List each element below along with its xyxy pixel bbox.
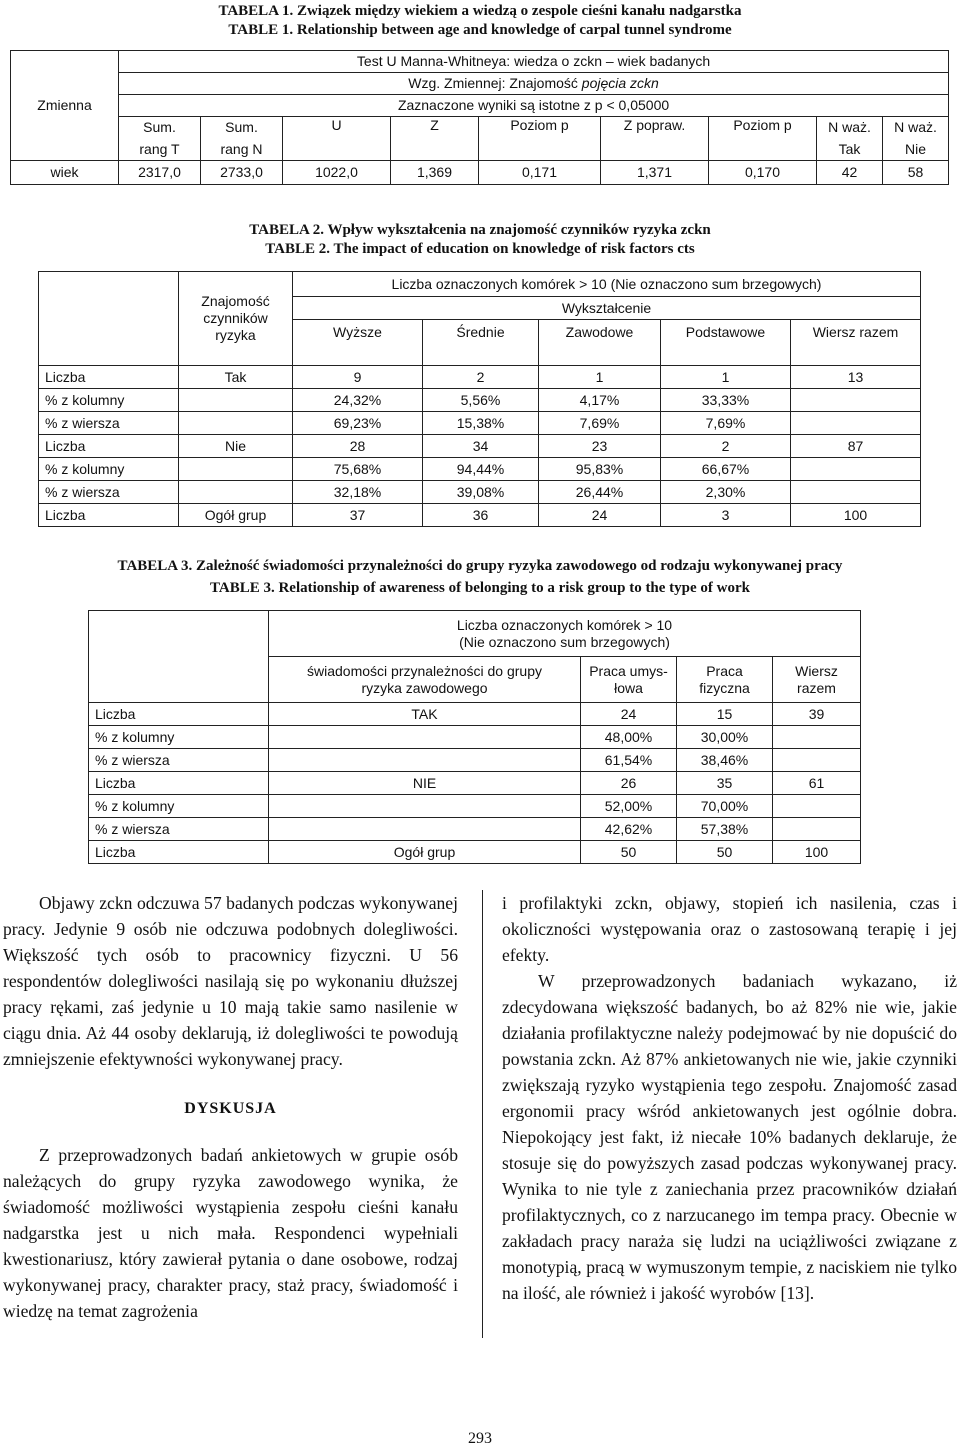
table2-cell: [179, 458, 293, 481]
table2-cell: [791, 412, 921, 435]
table2-cell: [179, 389, 293, 412]
table2-col-row-total: Wiersz razem: [791, 320, 921, 366]
table3-cell: 35: [677, 772, 773, 795]
table2-cell: 94,44%: [423, 458, 539, 481]
table2-cell: % z wiersza: [39, 412, 179, 435]
table2-cell: 24,32%: [293, 389, 423, 412]
table2-cell: 5,56%: [423, 389, 539, 412]
column-divider: [482, 890, 483, 1338]
table3-col-row-total: Wiersz razem: [773, 657, 861, 703]
table2-cell: 24: [539, 504, 661, 527]
table1-caption-pl: TABELA 1. Związek między wiekiem a wiedzą o zespole cieśni kanału nadgarstka: [218, 3, 742, 19]
table3-cell: NIE: [269, 772, 581, 795]
table3-blank-corner: [89, 611, 269, 703]
table1-header-variable: Wzg. Zmiennej: Znajomość pojęcia zckn: [119, 73, 949, 95]
table2-cell: Liczba: [39, 504, 179, 527]
table1-col-9-bottom: Nie: [883, 139, 949, 161]
table2-caption-en: TABLE 2. The impact of education on knowledge of risk factors cts: [265, 241, 695, 257]
table2-cell: 2: [423, 366, 539, 389]
table3-cell: 52,00%: [581, 795, 677, 818]
table2-col-vocational: Zawodowe: [539, 320, 661, 366]
table1-cell: 58: [883, 161, 949, 185]
table2-cell: 2: [661, 435, 791, 458]
table3-caption-pl: TABELA 3. Zależność świadomości przynależności do grupy ryzyka zawodowego od rodzaju wykonywanej pracy: [117, 558, 843, 574]
table3-cell: % z kolumny: [89, 726, 269, 749]
table1-caption-en: TABLE 1. Relationship between age and knowledge of carpal tunnel syndrome: [228, 22, 732, 38]
table2-cell: 69,23%: [293, 412, 423, 435]
paragraph-discussion-2: W przeprowadzonych badaniach wykazano, iż zdecydowana większość badanych, bo aż 82% nie wie, jakie działania profilaktyczne należy podejmować by nie dopuścić do powstania zckn. Aż 87% ankietowanych nie wie, jakie czynniki zwiększają ryzyko wystąpienia tego zespołu. Znajomość zasad ergonomii pracy wśród ankietowanych jest ogólnie dobra. Niepokojący jest fakt, iż niecałe 10% badanych deklaruje, że stosuje się do powyższych zasad podczas wykonywanej pracy. Wynika to nie tyle z zaniechania przez pracowników działań profilaktycznych, co z narzucanego im tempa pracy. Obecnie w zakładach pracy naraża się ludzi na uciążliwości związane z monotypią, pracą w wymuszonym tempie, z naciskiem nie tylko na ilość, ale również i jakość wyrobów [13].: [502, 971, 957, 1303]
table2-cell: [791, 389, 921, 412]
table1-col-6: Z popraw.: [601, 117, 709, 161]
table2-cell: Liczba: [39, 435, 179, 458]
table3-header-count: Liczba oznaczonych komórek > 10 (Nie oznaczono sum brzegowych): [269, 611, 861, 657]
table-row: [89, 749, 861, 772]
section-heading-discussion: DYSKUSJA: [184, 1100, 277, 1117]
table1-col-2-bottom: rang N: [201, 139, 283, 161]
table1-col-1-top: Sum.: [119, 117, 201, 139]
table3-cell: [773, 749, 861, 772]
table3-cell: % z wiersza: [89, 818, 269, 841]
table3-cell: [773, 795, 861, 818]
table1-header-zmienna: Zmienna: [11, 51, 119, 161]
table3: [88, 610, 861, 864]
table2-cell: 75,68%: [293, 458, 423, 481]
paragraph-discussion-1: Z przeprowadzonych badań ankietowych w grupie osób należących do grupy ryzyka zawodowego wynika, że świadomość możliwości wystąpienia zespołu cieśni kanału nadgarstka jest u nich mała. Respondenci wypełniali kwestionariusz, który zawierał pytania o dane osobowe, rodzaj wykonywanej pracy, charakter pracy, staż pracy, świadomość i wiedzę na temat zagrożenia: [3, 1145, 458, 1321]
table2-cell: 4,17%: [539, 389, 661, 412]
table2: [38, 271, 921, 527]
table3-body: [89, 703, 861, 864]
table3-cell: 50: [677, 841, 773, 864]
table3-cell: 61,54%: [581, 749, 677, 772]
table3-cell: 100: [773, 841, 861, 864]
table3-cell: [773, 818, 861, 841]
table1-col-3: U: [283, 117, 391, 161]
table-row: [89, 726, 861, 749]
table2-cell: 33,33%: [661, 389, 791, 412]
page-number: 293: [468, 1430, 492, 1447]
table2-cell: 36: [423, 504, 539, 527]
table3-col-awareness: świadomości przynależności do grupy ryzyka zawodowego: [269, 657, 581, 703]
table1-cell: 2317,0: [119, 161, 201, 185]
table2-cell: [791, 458, 921, 481]
table2-cell: Liczba: [39, 366, 179, 389]
table3-cell: 57,38%: [677, 818, 773, 841]
table3-cell: 50: [581, 841, 677, 864]
table-row: [89, 818, 861, 841]
table1-col-4: Z: [391, 117, 479, 161]
table3-cell: 61: [773, 772, 861, 795]
table3-cell: 70,00%: [677, 795, 773, 818]
table3-col-mental-work: Praca umys- łowa: [581, 657, 677, 703]
table3-cell: 26: [581, 772, 677, 795]
table1-cell: 1,371: [601, 161, 709, 185]
table1-col-7: Poziom p: [709, 117, 817, 161]
table3-cell: Liczba: [89, 703, 269, 726]
table2-cell: [791, 481, 921, 504]
table1-cell: 0,170: [709, 161, 817, 185]
table1-cell: wiek: [11, 161, 119, 185]
table2-cell: 15,38%: [423, 412, 539, 435]
table3-cell: 24: [581, 703, 677, 726]
table3-cell: Liczba: [89, 772, 269, 795]
table2-body: [39, 366, 921, 527]
table1-cell: 0,171: [479, 161, 601, 185]
left-column: [3, 890, 458, 1324]
table2-cell: % z kolumny: [39, 458, 179, 481]
table2-cell: 7,69%: [539, 412, 661, 435]
table3-cell: Ogół grup: [269, 841, 581, 864]
table-row: [39, 504, 921, 527]
table1-cell: 1,369: [391, 161, 479, 185]
table3-col-physical-work: Praca fizyczna: [677, 657, 773, 703]
table1-col-9-top: N waż.: [883, 117, 949, 139]
table3-cell: [269, 795, 581, 818]
table-row: [39, 366, 921, 389]
table3-cell: 30,00%: [677, 726, 773, 749]
table3-cell: [269, 749, 581, 772]
paragraph-discussion-continued: i profilaktyki zckn, objawy, stopień ich nasilenia, czas i okoliczności występowania oraz o zastosowaną terapię i jej efekty.: [502, 893, 957, 965]
table3-cell: 48,00%: [581, 726, 677, 749]
table2-cell: Nie: [179, 435, 293, 458]
table-row: [39, 458, 921, 481]
table3-cell: 15: [677, 703, 773, 726]
table2-cell: 66,67%: [661, 458, 791, 481]
table2-cell: 13: [791, 366, 921, 389]
table2-cell: 9: [293, 366, 423, 389]
table-row: [89, 841, 861, 864]
table2-cell: 37: [293, 504, 423, 527]
table2-cell: 28: [293, 435, 423, 458]
table2-cell: 1: [539, 366, 661, 389]
table3-cell: 38,46%: [677, 749, 773, 772]
table3-cell: % z kolumny: [89, 795, 269, 818]
table-row: [89, 703, 861, 726]
table2-cell: 23: [539, 435, 661, 458]
paragraph-results: Objawy zckn odczuwa 57 badanych podczas wykonywanej pracy. Jedynie 9 osób nie odczuwa podobnych dolegliwości. Większość tych osób to pracownicy fizyczni. U 56 respondentów dolegliwości nasilają się po wykonaniu dłuższej pracy rękami, zaś jedynie u 10 mają takie samo nasilenie w ciągu dnia. Aż 44 osoby deklarują, iż dolegliwości te powodują zmniejszenie efektywności wykonywanej pracy.: [3, 893, 458, 1069]
table2-col-primary: Podstawowe: [661, 320, 791, 366]
table2-cell: 87: [791, 435, 921, 458]
table1: [10, 50, 949, 185]
table-row: [39, 481, 921, 504]
table2-cell: % z kolumny: [39, 389, 179, 412]
table1-cell: 42: [817, 161, 883, 185]
table3-cell: 39: [773, 703, 861, 726]
table1-cell: 1022,0: [283, 161, 391, 185]
table1-header-test: Test U Manna-Whitneya: wiedza o zckn – wiek badanych: [119, 51, 949, 73]
table2-cell: Ogół grup: [179, 504, 293, 527]
table2-cell: 26,44%: [539, 481, 661, 504]
table2-cell: 100: [791, 504, 921, 527]
table3-cell: % z wiersza: [89, 749, 269, 772]
table2-header-factor: Znajomość czynników ryzyka: [179, 272, 293, 366]
table-row: [39, 412, 921, 435]
table-row: [39, 435, 921, 458]
table-row: [11, 161, 949, 185]
table3-caption-en: TABLE 3. Relationship of awareness of belonging to a risk group to the type of work: [209, 580, 751, 596]
table2-cell: 34: [423, 435, 539, 458]
right-column: [502, 890, 957, 1306]
table2-col-higher: Wyższe: [293, 320, 423, 366]
table1-col-8-bottom: Tak: [817, 139, 883, 161]
table2-cell: 7,69%: [661, 412, 791, 435]
table1-col-5: Poziom p: [479, 117, 601, 161]
table3-cell: 42,62%: [581, 818, 677, 841]
table3-cell: Liczba: [89, 841, 269, 864]
table3-cell: TAK: [269, 703, 581, 726]
table3-cell: [269, 726, 581, 749]
table2-header-education: Wykształcenie: [293, 297, 921, 320]
table2-cell: Tak: [179, 366, 293, 389]
table2-cell: 2,30%: [661, 481, 791, 504]
table2-cell: 95,83%: [539, 458, 661, 481]
table2-cell: % z wiersza: [39, 481, 179, 504]
table2-caption-pl: TABELA 2. Wpływ wykształcenia na znajomość czynników ryzyka zckn: [249, 222, 711, 238]
table-row: [89, 772, 861, 795]
table1-col-8-top: N waż.: [817, 117, 883, 139]
table3-cell: [773, 726, 861, 749]
table2-col-secondary: Średnie: [423, 320, 539, 366]
table2-blank-corner: [39, 272, 179, 366]
table1-cell: 2733,0: [201, 161, 283, 185]
table-row: [89, 795, 861, 818]
table2-cell: 39,08%: [423, 481, 539, 504]
table2-cell: 1: [661, 366, 791, 389]
table3-cell: [269, 818, 581, 841]
table2-cell: [179, 412, 293, 435]
table2-header-count: Liczba oznaczonych komórek > 10 (Nie oznaczono sum brzegowych): [293, 272, 921, 297]
table1-header-significance: Zaznaczone wyniki są istotne z p < 0,05000: [119, 95, 949, 117]
table2-cell: 32,18%: [293, 481, 423, 504]
table-row: [39, 389, 921, 412]
table2-cell: [179, 481, 293, 504]
table2-cell: 3: [661, 504, 791, 527]
table1-col-2-top: Sum.: [201, 117, 283, 139]
table1-col-1-bottom: rang T: [119, 139, 201, 161]
